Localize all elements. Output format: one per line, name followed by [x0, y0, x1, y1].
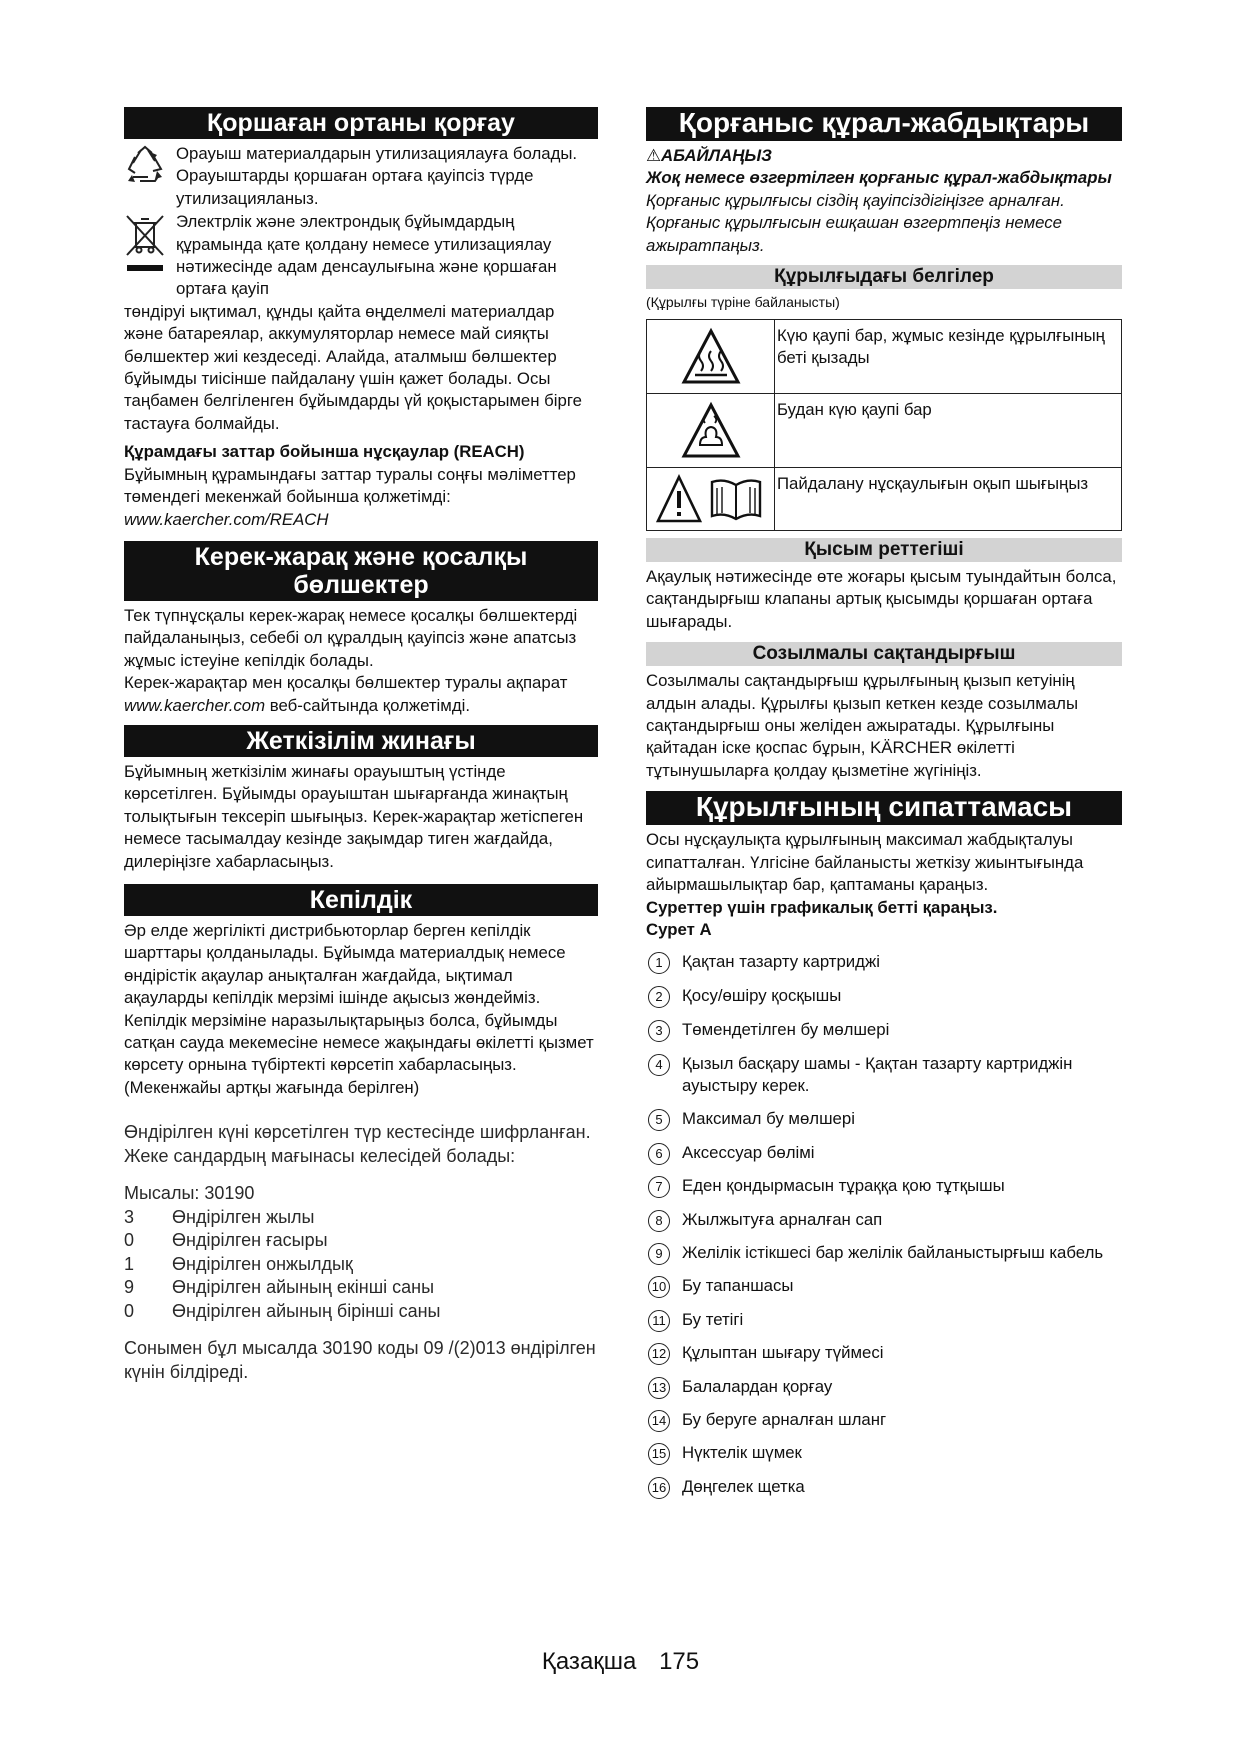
scope-text: Бұйымның жеткізілім жинағы орауыштың үстінде көрсетілген. Бұйымды орауыштан шығарғанда жинақтың толықтығын тексеріп шығыңыз. Керек-жарақтар жетіспеген немесе тасымалдау кезінде зақымдар тиген жағдайда, дилеріңізге хабарласыңыз.	[124, 761, 584, 871]
page-number: 175	[659, 1648, 700, 1675]
item-label: Нүктелік шүмек	[682, 1443, 802, 1463]
item-label: Қақтан тазарту картриджі	[682, 952, 880, 972]
list-item	[646, 1053, 1122, 1098]
env-text-2a: Электрлік және электрондық бұйымдардың құрамында қате қолдану немесе утилизациялау нәтижесінде адам денсаулығына және қоршаған ортаға қауіп	[176, 212, 557, 299]
symbol-description: Пайдалану нұсқаулығын оқып шығыңыз	[775, 468, 1122, 531]
right-column	[646, 107, 1122, 1498]
item-number: 8	[648, 1210, 670, 1232]
fuse-text: Созылмалы сақтандырғыш құрылғының қызып кетуінің алдын алады. Құрылғы қызып кеткен кезде созылмалы сақтандырғыш оны желіден ажыратады. Құрылғыны қайтадан іске қоспас бұрын, KÄRCHER өкілетті тұтынушыларға қолдау қызметіне жүгініңіз.	[646, 671, 1079, 780]
item-number: 11	[648, 1310, 670, 1332]
item-number: 14	[648, 1410, 670, 1432]
item-label: Максимал бу мөлшері	[682, 1109, 855, 1129]
section-heading-description: Құрылғының сипаттамасы	[646, 791, 1122, 825]
date-label: Өндірілген айының екінші саны	[172, 1277, 435, 1298]
accessories-text-2a: Керек-жарақтар мен қосалқы бөлшектер туралы ақпарат	[124, 673, 568, 693]
symbols-note: (Құрылғы түріне байланысты)	[646, 294, 840, 311]
date-digit: 3	[124, 1206, 135, 1227]
item-label: Дөңгелек щетка	[682, 1476, 805, 1496]
item-number: 2	[648, 986, 670, 1008]
subheading-pressure: Қысым реттегіші	[646, 538, 1122, 562]
date-label: Өндірілген айының бірінші саны	[172, 1300, 441, 1321]
subheading-symbols: Құрылғыдағы белгілер	[646, 265, 1122, 289]
list-item	[646, 951, 1122, 973]
table-row	[124, 1300, 441, 1324]
env-text-2b: төндіруі ықтимал, құнды қайта өңделмелі материалдар және батареялар, аккумуляторлар немесе май сияқты бөлшектер жиі кездеседі. Алайда, аталмыш бөлшектер бұйымды тиісінше пайдалану үшін қажет болады. Осы таңбамен белгіленген бұйымдарды үй қоқыстарымен бірге тастауға болмайды.	[124, 301, 582, 433]
list-item	[646, 985, 1122, 1007]
date-digit: 1	[124, 1253, 135, 1274]
item-label: Қосу/өшіру қосқышы	[682, 985, 842, 1005]
section-heading-scope: Жеткізілім жинағы	[124, 725, 598, 757]
item-number: 3	[648, 1020, 670, 1042]
figure-label: Сурет А	[646, 919, 712, 939]
list-item	[646, 1019, 1122, 1041]
item-label: Құлыптан шығару түймесі	[682, 1343, 884, 1363]
production-date-block	[124, 1121, 598, 1384]
hot-surface-icon	[681, 327, 741, 387]
reach-link[interactable]: www.kaercher.com/REACH	[124, 509, 329, 529]
table-row	[124, 1276, 441, 1300]
list-item	[646, 1175, 1122, 1197]
warranty-address-note: (Мекенжайы артқы жағында берілген)	[124, 1077, 420, 1097]
symbol-description: Будан күю қаупі бар	[775, 394, 1122, 468]
read-manual-icon	[656, 474, 766, 524]
item-number: 7	[648, 1176, 670, 1198]
list-item	[646, 1476, 1122, 1498]
list-item	[646, 1309, 1122, 1331]
accessories-text-2b: веб-сайтында қолжетімді.	[269, 695, 470, 715]
list-item	[646, 1275, 1122, 1297]
date-text-2: Жеке сандардың мағынасы келесідей болады:	[124, 1145, 516, 1166]
subheading-fuse: Созылмалы сақтандырғыш	[646, 642, 1122, 666]
date-digit: 9	[124, 1277, 135, 1298]
list-item	[646, 1376, 1122, 1398]
caution-heading: Жоқ немесе өзгертілген қорғаныс құрал-жабдықтары	[646, 168, 1112, 188]
list-item	[646, 1108, 1122, 1130]
pressure-text: Ақаулық нәтижесінде өте жоғары қысым туындайтын болса, сақтандырғыш клапаны артық қысымды қоршаған ортаға шығарады.	[646, 567, 1117, 631]
item-label: Еден қондырмасын тұраққа қою тұтқышы	[682, 1176, 1005, 1196]
weee-paragraph	[124, 211, 598, 301]
item-label: Жылжытуға арналған сап	[682, 1209, 883, 1229]
item-label: Қызыл басқару шамы - Қақтан тазарту картриджін ауыстыру керек.	[682, 1053, 1073, 1095]
date-digit: 0	[124, 1230, 135, 1251]
description-note: Суреттер үшін графикалық бетті қараңыз.	[646, 897, 998, 917]
accessories-paragraph-2	[124, 672, 598, 717]
component-list	[646, 951, 1122, 1498]
caution-text-2: Қорғаныс құрылғысын ешқашан өзгертпеңіз немесе ажыратпаңыз.	[646, 213, 1062, 255]
caution-text-1: Қорғаныс құрылғысы сіздің қауіпсіздігіңізге арналған.	[646, 190, 1065, 210]
list-item	[646, 1142, 1122, 1164]
item-number: 6	[648, 1143, 670, 1165]
section-heading-environment: Қоршаған ортаны қорғау	[124, 107, 598, 139]
list-item	[646, 1442, 1122, 1464]
item-label: Балалардан қорғау	[682, 1376, 833, 1396]
item-label: Төмендетілген бу мөлшері	[682, 1020, 890, 1040]
table-row	[124, 1229, 441, 1253]
item-number: 10	[648, 1276, 670, 1298]
recycling-icon	[124, 145, 166, 187]
list-item	[646, 1342, 1122, 1364]
reach-heading: Құрамдағы заттар бойынша нұсқаулар (REACH)	[124, 442, 525, 462]
item-label: Бу тапаншасы	[682, 1276, 794, 1296]
crossed-bin-icon	[124, 213, 166, 275]
item-label: Бу беруге арналған шланг	[682, 1410, 887, 1429]
recycling-paragraph	[124, 143, 598, 210]
item-number: 15	[648, 1443, 670, 1465]
item-number: 13	[648, 1377, 670, 1399]
table-row	[647, 320, 1122, 394]
section-heading-accessories: Керек-жарақ және қосалқы бөлшектер	[124, 541, 598, 601]
left-column	[124, 107, 598, 1384]
date-label: Өндірілген жылы	[172, 1206, 315, 1227]
date-code-table	[124, 1206, 441, 1324]
item-label: Аксессуар бөлімі	[682, 1142, 815, 1162]
description-text: Осы нұсқаулықта құрылғының максимал жабдықталуы сипатталған. Үлгісіне байланысты жеткізу жиынтығында айырмашылықтар бар, қаптаманы қараңыз.	[646, 830, 1084, 895]
item-number: 1	[648, 952, 670, 974]
item-label: Желілік істікшесі бар желілік байланыстырғыш кабель	[682, 1242, 1104, 1262]
table-row	[124, 1206, 441, 1230]
item-label: Бу тетігі	[682, 1309, 744, 1329]
footer-language: Қазақша	[541, 1648, 637, 1675]
item-number: 9	[648, 1243, 670, 1265]
item-number: 5	[648, 1109, 670, 1131]
list-item	[646, 1242, 1122, 1264]
reach-paragraph	[124, 464, 598, 531]
page-footer	[0, 1647, 1241, 1677]
section-heading-safety: Қорғаныс құрал-жабдықтары	[646, 107, 1122, 141]
item-number: 12	[648, 1343, 670, 1365]
steam-hazard-icon	[681, 401, 741, 461]
symbols-table	[646, 319, 1122, 531]
symbol-description: Күю қаупі бар, жұмыс кезінде құрылғының беті қызады	[775, 320, 1122, 394]
kaercher-link[interactable]: www.kaercher.com	[124, 695, 266, 715]
caution-label: ⚠АБАЙЛАҢЫЗ	[646, 146, 772, 165]
list-item	[646, 1209, 1122, 1231]
item-number: 4	[648, 1054, 670, 1076]
list-item	[646, 1409, 1122, 1431]
table-row	[124, 1253, 441, 1277]
date-text-1: Өндірілген күні көрсетілген түр кестесінде шифрланған.	[124, 1122, 591, 1143]
table-row	[647, 394, 1122, 468]
reach-text: Бұйымның құрамындағы заттар туралы соңғы мәліметтер төмендегі мекенжай бойынша қолжетімді:	[124, 464, 576, 507]
env-text-1: Орауыш материалдарын утилизациялауға болады. Орауыштарды қоршаған ортаға қауіпсіз түрде утилизацияланыз.	[176, 144, 578, 208]
section-heading-warranty: Кепілдік	[124, 884, 598, 916]
date-digit: 0	[124, 1300, 135, 1321]
table-row	[647, 468, 1122, 531]
item-number: 16	[648, 1477, 670, 1499]
warranty-text: Әр елде жергілікті дистрибьюторлар берген кепілдік шарттары қолданылады. Бұйымда материалдық немесе өндірістік ақаулар анықталған жағдайда, ықтимал ақауларды кепілдік мерзімі ішінде ақысыз жөндейміз. Кепілдік мерзіміне наразылықтарыңыз болса, бұйымды сатқан сауда мекемесіне немесе жақындағы өкілетті қызмет көрсету орнына түбіртекті көрсетіп хабарласыңыз.	[124, 920, 594, 1075]
date-conclusion: Сонымен бұл мысалда 30190 коды 09 /(2)013 өндірілген күнін білдіреді.	[124, 1338, 596, 1382]
accessories-text-1: Тек түпнұсқалы керек-жарақ немесе қосалқы бөлшектерді пайдаланыңыз, себебі ол құралдың қауіпсіз және апатсыз жұмыс істеуіне кепілдік болады.	[124, 605, 578, 670]
date-label: Өндірілген онжылдық	[172, 1253, 353, 1274]
date-example: Мысалы: 30190	[124, 1183, 255, 1204]
date-label: Өндірілген ғасыры	[172, 1230, 328, 1251]
